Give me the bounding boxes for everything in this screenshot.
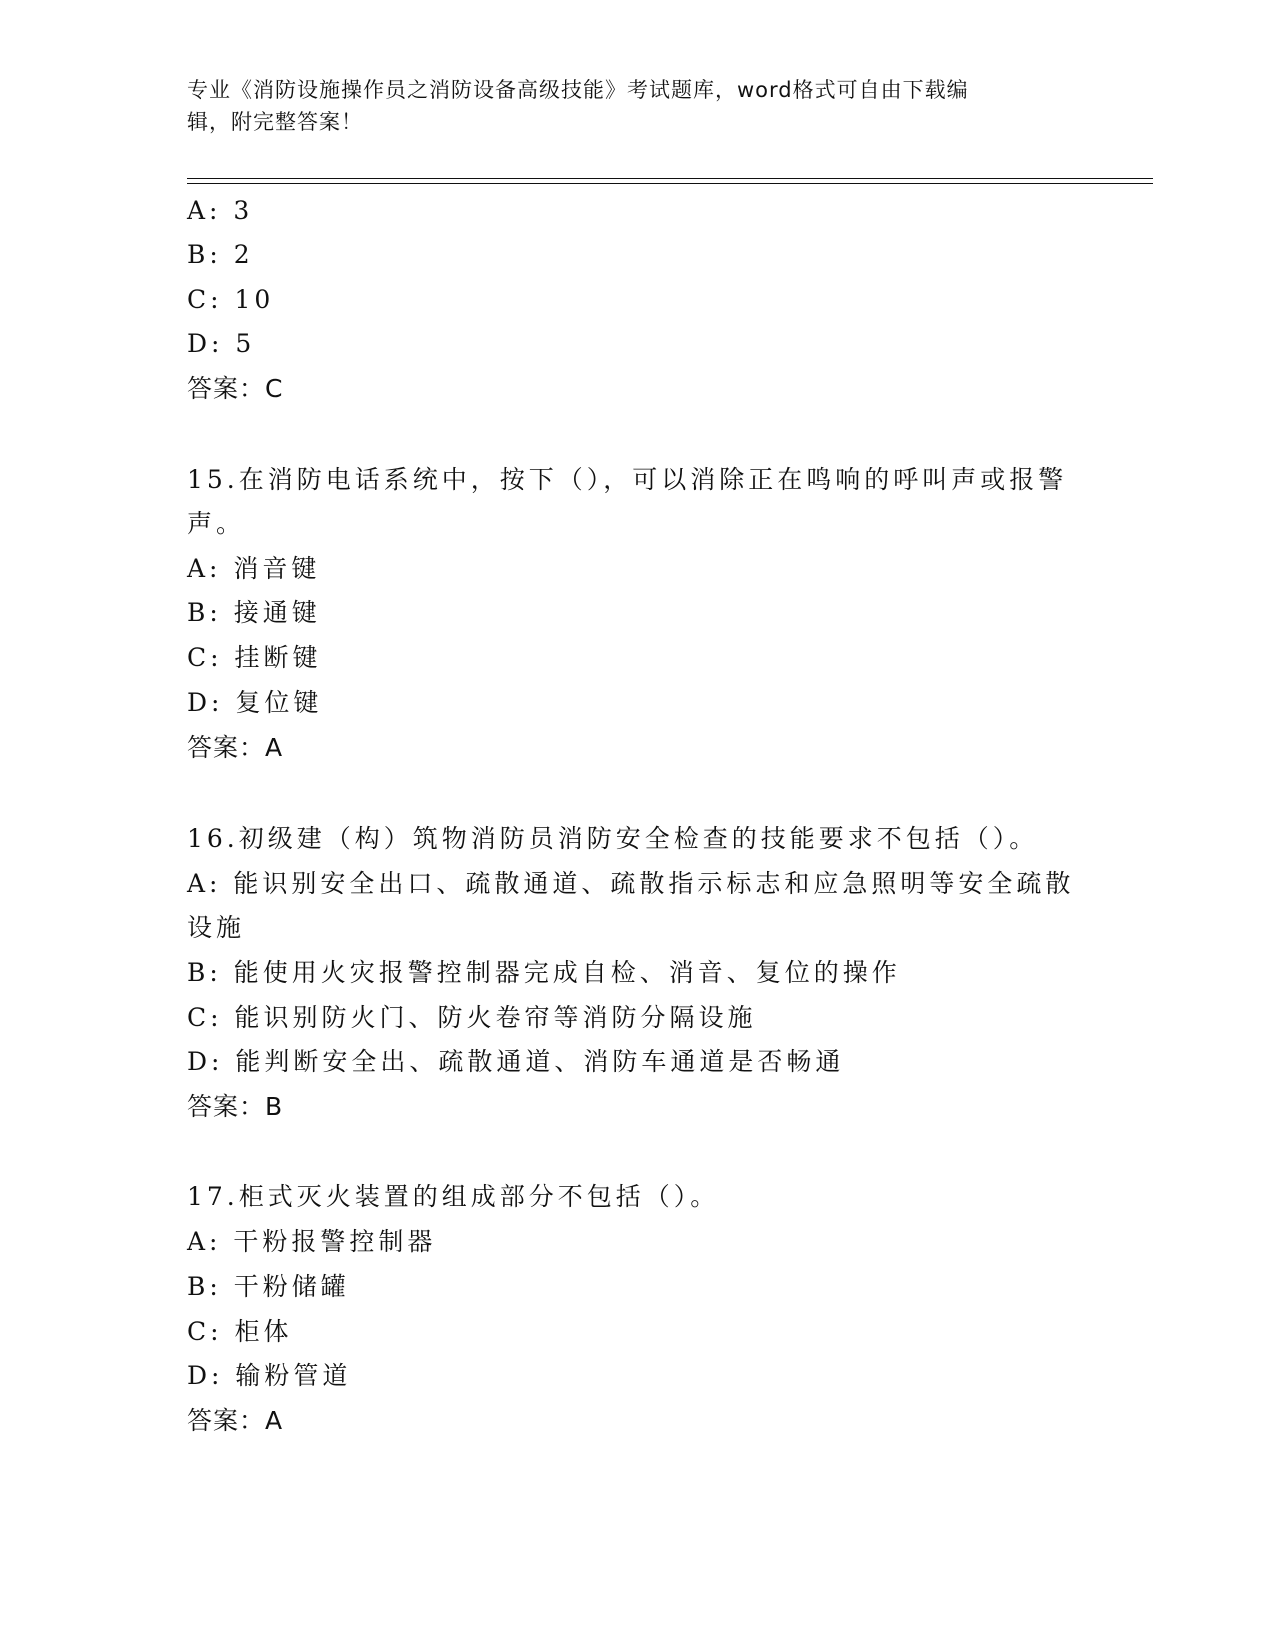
document-header bbox=[187, 74, 1067, 138]
q15-stem-line-2: 声。 bbox=[187, 509, 246, 538]
q15-option-a: A: 消音键 bbox=[187, 554, 321, 583]
q16-option-a-line-2: 设施 bbox=[187, 913, 246, 942]
q17-option-d: D: 输粉管道 bbox=[187, 1361, 352, 1390]
q15-option-c: C: 挂断键 bbox=[187, 643, 322, 672]
q14-option-d: D: 5 bbox=[187, 329, 256, 358]
q14-option-b: B: 2 bbox=[187, 240, 254, 269]
q17-answer: 答案：A bbox=[187, 1406, 284, 1435]
q16-answer: 答案：B bbox=[187, 1092, 284, 1121]
header-line-2: 辑，附完整答案！ bbox=[187, 110, 363, 134]
q17-option-a: A: 干粉报警控制器 bbox=[187, 1227, 437, 1256]
q14-option-c: C: 10 bbox=[187, 285, 275, 314]
q17-option-b: B: 干粉储罐 bbox=[187, 1272, 350, 1301]
q16-option-c: C: 能识别防火门、防火卷帘等消防分隔设施 bbox=[187, 1003, 757, 1032]
q17-option-c: C: 柜体 bbox=[187, 1317, 293, 1346]
q16-stem: 16.初级建（构）筑物消防员消防安全检查的技能要求不包括（）。 bbox=[187, 824, 1039, 853]
q17-stem: 17.柜式灭火装置的组成部分不包括（）。 bbox=[187, 1182, 720, 1211]
q15-stem-line-1: 15.在消防电话系统中，按下（），可以消除正在鸣响的呼叫声或报警 bbox=[187, 465, 1068, 494]
q14-option-a: A: 3 bbox=[187, 196, 254, 225]
header-line-1: 专业《消防设施操作员之消防设备高级技能》考试题库，word格式可自由下载编 bbox=[187, 78, 969, 102]
q16-option-b: B: 能使用火灾报警控制器完成自检、消音、复位的操作 bbox=[187, 958, 901, 987]
header-divider-bottom bbox=[187, 183, 1153, 184]
q16-option-d: D: 能判断安全出、疏散通道、消防车通道是否畅通 bbox=[187, 1047, 845, 1076]
q15-option-d: D: 复位键 bbox=[187, 688, 323, 717]
q15-answer: 答案：A bbox=[187, 733, 284, 762]
q14-answer: 答案：C bbox=[187, 374, 284, 403]
header-divider-top bbox=[187, 178, 1153, 179]
q16-option-a-line-1: A: 能识别安全出口、疏散通道、疏散指示标志和应急照明等安全疏散 bbox=[187, 869, 1075, 898]
q15-option-b: B: 接通键 bbox=[187, 598, 321, 627]
